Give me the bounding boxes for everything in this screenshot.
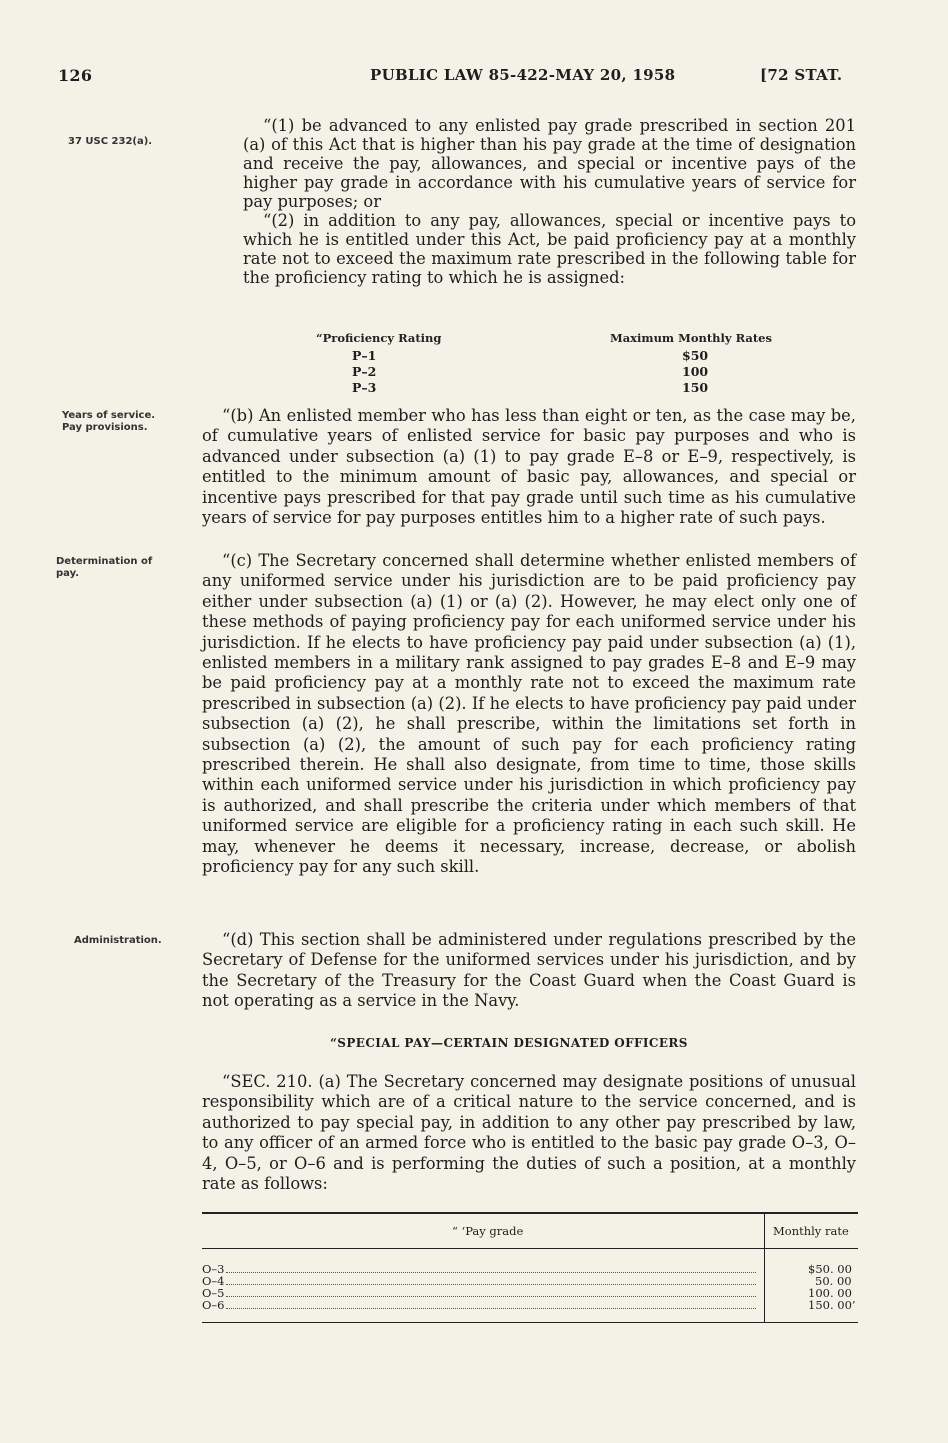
paragraph-sec210: “SEC. 210. (a) The Secretary concerned may designate positions of unusual responsibility which are of a critical nature to the service concerned, and is authorized to pay special pay, in addition to any other pay prescribed by law, to any officer of an armed force who is entitled to the basic pay grade O–3, O–4, O–5, or O–6 and is performing the duties of such a position, at a monthly rate as follows: — [202, 1072, 856, 1194]
table-top-rule — [202, 1212, 858, 1214]
dot-leader — [226, 1308, 756, 1309]
table-col-divider — [764, 1212, 765, 1248]
officer-grade: O–6 — [202, 1298, 225, 1312]
statute-reference: [72 STAT. — [760, 66, 843, 84]
proficiency-col-rating: “Proficiency Rating — [316, 331, 442, 345]
margin-note-pay: pay. — [56, 568, 79, 579]
running-head: PUBLIC LAW 85-422-MAY 20, 1958 — [370, 66, 676, 84]
dot-leader — [226, 1272, 756, 1273]
officer-col-rate: Monthly rate — [773, 1224, 849, 1238]
margin-note-administration: Administration. — [74, 935, 162, 946]
paragraph-b: “(b) An enlisted member who has less than eight or ten, as the case may be, of cumulative years of enlisted service for basic pay purposes and who is advanced under subsection (a) (1) to pay grade E–8 or E–9, respectively, is entitled to the minimum amount of basic pay, allowances, and special or incentive pays prescribed for that pay grade until such time as his cumulative years of service for pay purposes entitles him to a higher rate of such pays. — [202, 406, 856, 528]
margin-note-determination: Determination of — [56, 556, 153, 567]
officer-grade: O–3 — [202, 1262, 225, 1276]
margin-note-citation: 37 USC 232(a). — [68, 136, 153, 147]
officer-rate: $50. 00 — [808, 1262, 852, 1276]
proficiency-rate: $50 — [682, 348, 709, 363]
section-heading: “SPECIAL PAY—CERTAIN DESIGNATED OFFICERS — [330, 1036, 688, 1050]
margin-note-pay-provisions: Pay provisions. — [62, 422, 148, 433]
dot-leader — [226, 1296, 756, 1297]
page-number: 126 — [58, 66, 93, 85]
proficiency-rating: P–1 — [352, 348, 377, 363]
paragraph-a1: “(1) be advanced to any enlisted pay grade prescribed in section 201 (a) of this Act that is higher than his pay grade at the time of designation and receive the pay, allowances, and special or incentive pays of the higher pay grade in accordance with his cumulative years of service for pay purposes; or “(2) in addition to any pay, allowances, special or incentive pays to which he is entitled under this Act, be paid proficiency pay at a monthly rate not to exceed the maximum rate prescribed in the following table for the proficiency rating to which he is assigned: — [243, 116, 856, 287]
table-bottom-rule — [202, 1322, 858, 1323]
margin-note-years: Years of service. — [62, 410, 156, 421]
proficiency-rating: P–2 — [352, 364, 377, 379]
proficiency-rate: 100 — [682, 364, 709, 379]
paragraph-a2: “(2) in addition to any pay, allowances, special or incentive pays to which he is entitled under this Act, be paid proficiency pay at a monthly rate not to exceed the maximum rate prescribed in the following table for the proficiency rating to which he is assigned: — [243, 211, 856, 287]
paragraph-c: “(c) The Secretary concerned shall determine whether enlisted members of any uniformed service under his jurisdiction are to be paid proficiency pay either under subsection (a) (1) or (a) (2). However, he may elect only one of these methods of paying proficiency pay for each uniformed service under his jurisdiction. If he elects to have proficiency pay paid under subsection (a) (1), enlisted members in a military rank assigned to pay grades E–8 and E–9 may be paid proficiency pay at a monthly rate not to exceed the maximum rate prescribed in subsection (a) (2). If he elects to have proficiency pay paid under subsection (a) (2), he shall prescribe, within the limitations set forth in subsection (a) (2), the amount of such pay for each proficiency rating prescribed therein. He shall also designate, from time to time, those skills within each uniformed service under his jurisdiction in which proficiency pay is authorized, and shall prescribe the criteria under which members of that uniformed service are eligible for a proficiency rating in each such skill. He may, whenever he deems it necessary, increase, decrease, or abolish proficiency pay for any such skill. — [202, 551, 856, 877]
table-header-rule — [202, 1248, 858, 1249]
officer-grade: O–4 — [202, 1274, 225, 1288]
paragraph-d: “(d) This section shall be administered under regulations prescribed by the Secretary of Defense for the uniformed services under his jurisdiction, and by the Secretary of the Treasury for the Coast Guard when the Coast Guard is not operating as a service in the Navy. — [202, 930, 856, 1011]
proficiency-col-rate: Maximum Monthly Rates — [610, 331, 772, 345]
officer-rate: 100. 00 — [808, 1286, 852, 1300]
officer-grade: O–5 — [202, 1286, 225, 1300]
officer-rate: 150. 00’ — [808, 1298, 856, 1312]
proficiency-rate: 150 — [682, 380, 709, 395]
dot-leader — [226, 1284, 756, 1285]
officer-col-grade: “ ‘Pay grade — [452, 1224, 524, 1238]
proficiency-rating: P–3 — [352, 380, 377, 395]
officer-rate: 50. 00 — [815, 1274, 852, 1288]
table-col-divider — [764, 1248, 765, 1322]
